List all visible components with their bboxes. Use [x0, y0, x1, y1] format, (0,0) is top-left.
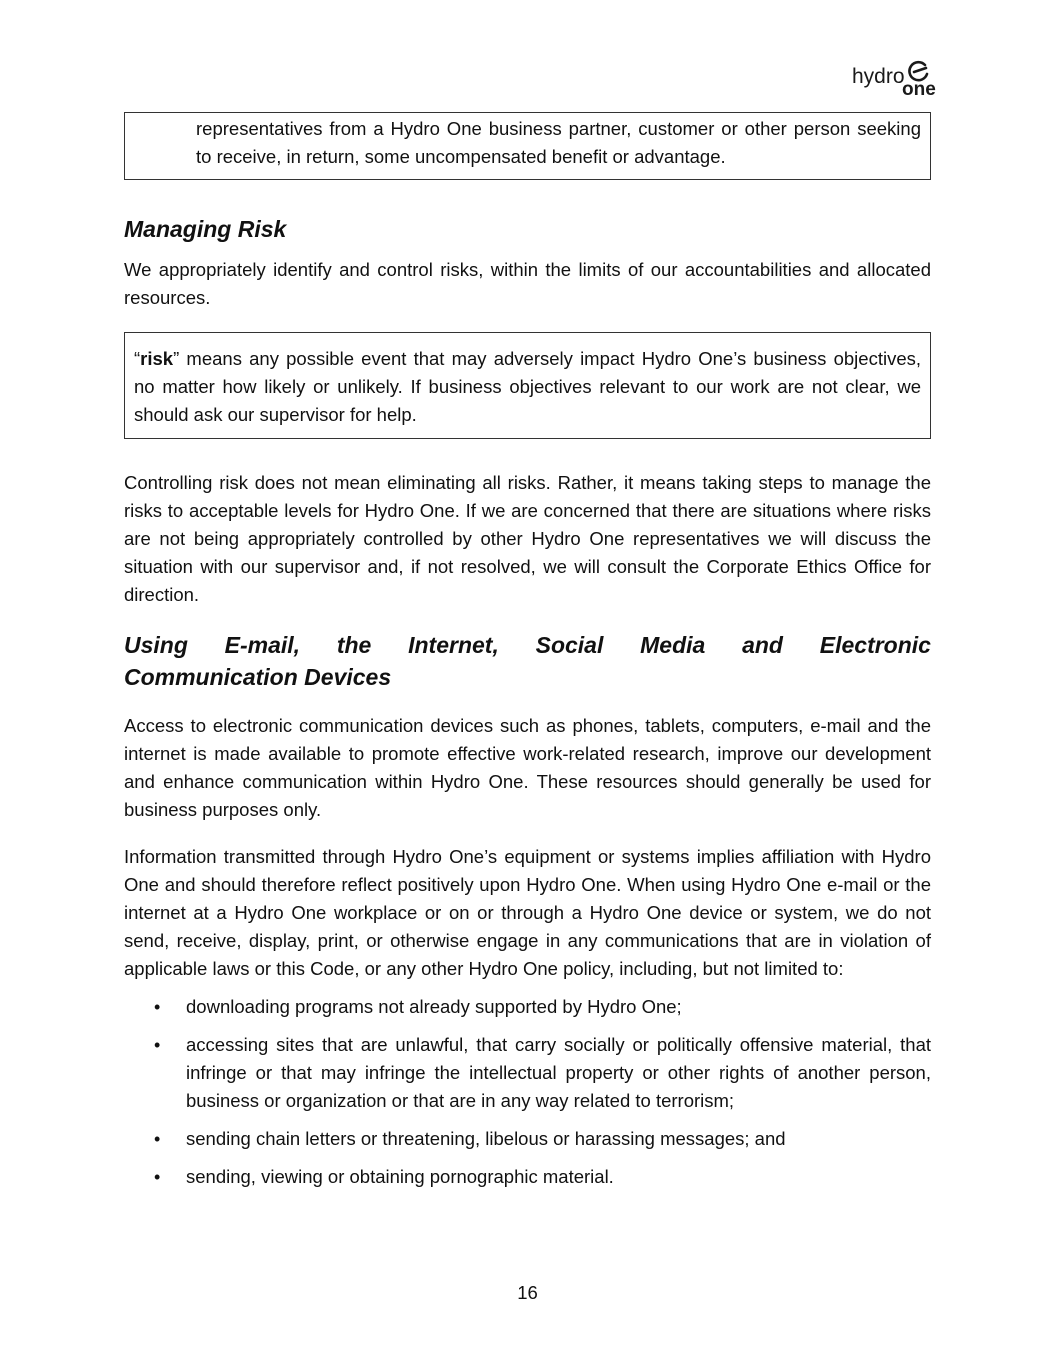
- controlling-risk-paragraph: Controlling risk does not mean eliminating all risks. Rather, it means taking steps to manage the risks to acceptable levels for Hydro One. If we are concerned that there are situations where risks are not being appropriately controlled by other Hydro One representatives we will discuss the situation with our supervisor and, if not resolved, we will consult the Corporate Ethics Office for direction.: [124, 472, 931, 605]
- heading-word: Social: [535, 632, 604, 658]
- email-section-heading: [124, 629, 931, 693]
- list-item-text: downloading programs not already supported by Hydro One;: [186, 996, 682, 1017]
- risk-term: risk: [140, 348, 174, 369]
- risk-open-quote: “: [134, 348, 141, 369]
- risk-definition-box: [124, 332, 931, 439]
- heading-word: Electronic: [819, 632, 931, 658]
- heading-word: the: [336, 632, 372, 658]
- heading-word: Internet,: [408, 632, 499, 658]
- logo-word-one: one: [902, 79, 936, 100]
- heading-word: Using: [124, 632, 188, 658]
- list-item: [124, 1163, 931, 1191]
- managing-risk-heading: Managing Risk: [124, 216, 287, 242]
- risk-definition-text: ” means any possible event that may adversely impact Hydro One’s business objectives, no matter how likely or unlikely. If business objectives relevant to our work are not clear, we should ask our supervisor for help.: [134, 348, 921, 425]
- bullet-icon: •: [154, 1167, 161, 1187]
- heading-word: and: [742, 632, 783, 658]
- heading-word: E-mail,: [224, 632, 301, 658]
- main-content: [124, 112, 931, 1201]
- information-paragraph: Information transmitted through Hydro One’s equipment or systems implies affiliation with Hydro One and should therefore reflect positively upon Hydro One. When using Hydro One e-mail or the internet at a Hydro One workplace or on or through a Hydro One device or system, we do not send, receive, display, print, or otherwise engage in any communications that are in violation of applicable laws or this Code, or any other Hydro One policy, including, but not limited to:: [124, 846, 931, 979]
- bullet-icon: •: [154, 1129, 161, 1149]
- list-item-text: accessing sites that are unlawful, that carry socially or politically offensive material, that infringe or that may infringe the intellectual property or other rights of another person, business or organization or that are in any way related to terrorism;: [186, 1034, 931, 1111]
- list-item-text: sending, viewing or obtaining pornographic material.: [186, 1166, 614, 1187]
- email-heading-line2: Communication Devices: [124, 664, 392, 690]
- page-number: 16: [517, 1282, 538, 1303]
- prohibited-uses-list: [124, 993, 931, 1191]
- continued-definition-box: [124, 112, 931, 180]
- list-item: [124, 993, 931, 1021]
- managing-risk-intro: We appropriately identify and control risks, within the limits of our accountabilities and allocated resources.: [124, 259, 931, 308]
- list-item: [124, 1031, 931, 1115]
- access-paragraph: Access to electronic communication devices such as phones, tablets, computers, e-mail and the internet is made available to promote effective work-related research, improve our development and enhance communication within Hydro One. These resources should generally be used for business purposes only.: [124, 715, 931, 820]
- bullet-icon: •: [154, 997, 161, 1017]
- bullet-icon: •: [154, 1035, 161, 1055]
- logo-word-hydro: hydro: [852, 65, 905, 88]
- hydro-one-logo: [852, 60, 936, 102]
- email-heading-line1: [124, 629, 931, 661]
- list-item: [124, 1125, 931, 1153]
- heading-word: Media: [640, 632, 706, 658]
- list-item-text: sending chain letters or threatening, libelous or harassing messages; and: [186, 1128, 786, 1149]
- continued-definition-text: representatives from a Hydro One business partner, customer or other person seeking to receive, in return, some uncompensated benefit or advantage.: [196, 118, 921, 167]
